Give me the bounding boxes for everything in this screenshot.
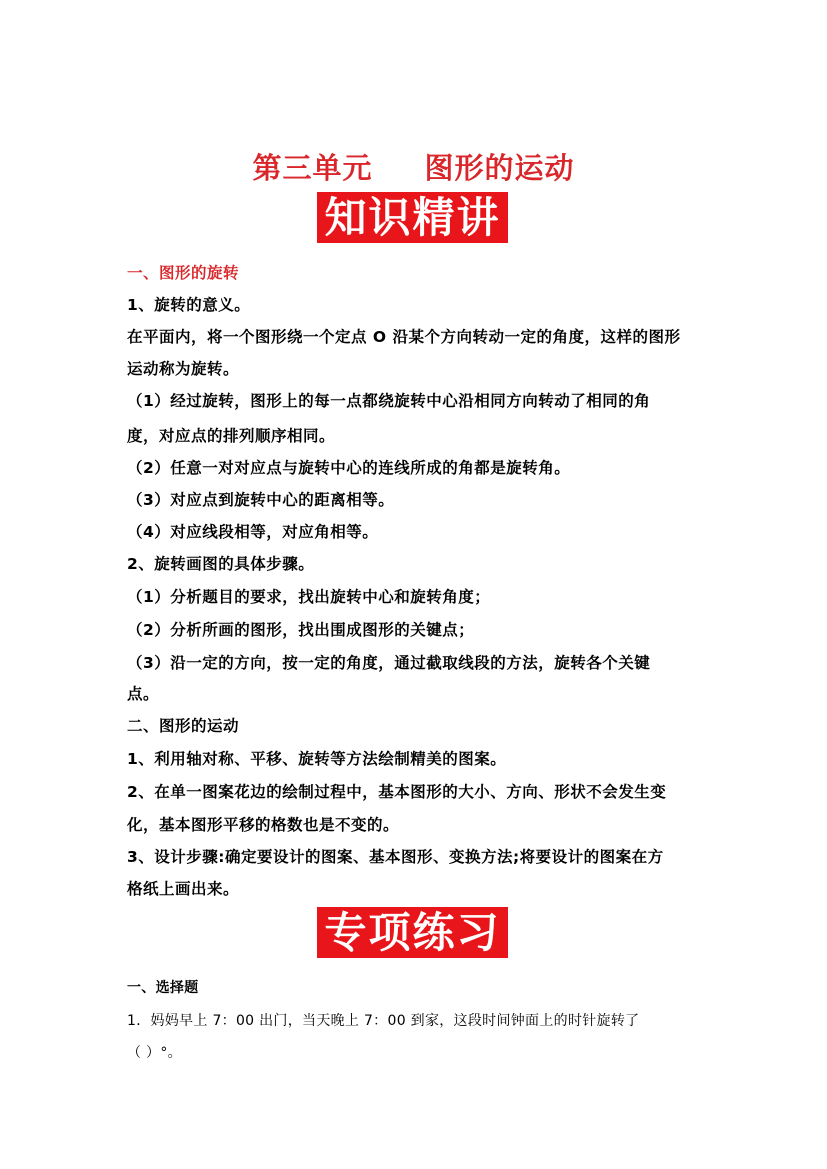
knowledge-banner: 知识精讲 bbox=[317, 192, 508, 243]
text-line: 1、利用轴对称、平移、旋转等方法绘制精美的图案。 bbox=[127, 750, 507, 768]
text-line: （3）沿一定的方向，按一定的角度，通过截取线段的方法，旋转各个关键 bbox=[127, 654, 651, 672]
text-line: 运动称为旋转。 bbox=[127, 360, 240, 378]
text-line: （2）任意一对对应点与旋转中心的连线所成的角都是旋转角。 bbox=[127, 459, 571, 477]
text-line: 在平面内，将一个图形绕一个定点 O 沿某个方向转动一定的角度，这样的图形 bbox=[127, 328, 681, 346]
text-line: （3）对应点到旋转中心的距离相等。 bbox=[127, 491, 395, 509]
text-line: 点。 bbox=[127, 685, 160, 703]
title-unit: 第三单元 bbox=[252, 151, 373, 185]
text-line: 2、旋转画图的具体步骤。 bbox=[127, 555, 315, 573]
text-line: （4）对应线段相等，对应角相等。 bbox=[127, 523, 379, 541]
text-line: （1）分析题目的要求，找出旋转中心和旋转角度； bbox=[127, 588, 491, 606]
section-heading-motion: 二、图形的运动 bbox=[127, 717, 240, 735]
title-topic: 图形的运动 bbox=[424, 151, 575, 185]
question-1-text: 1．妈妈早上 7：00 出门，当天晚上 7：00 到家，这段时间钟面上的时针旋转了 bbox=[127, 1013, 640, 1029]
text-line: 3、设计步骤:确定要设计的图案、基本图形、变换方法;将要设计的图案在方 bbox=[127, 848, 664, 866]
text-line: 度，对应点的排列顺序相同。 bbox=[127, 427, 336, 445]
text-line: 2、在单一图案花边的绘制过程中，基本图形的大小、方向、形状不会发生变 bbox=[127, 783, 667, 801]
section-heading-rotation: 一、图形的旋转 bbox=[127, 264, 240, 282]
text-line: 化，基本图形平移的格数也是不变的。 bbox=[127, 816, 400, 834]
text-line: 格纸上画出来。 bbox=[127, 880, 240, 898]
exercise-section-heading: 一、选择题 bbox=[127, 980, 199, 996]
text-line: （1）经过旋转，图形上的每一点都绕旋转中心沿相同方向转动了相同的角 bbox=[127, 392, 651, 410]
text-line: （2）分析所画的图形，找出围成图形的关键点； bbox=[127, 621, 475, 639]
page-title bbox=[0, 146, 827, 187]
text-line: 1、旋转的意义。 bbox=[127, 296, 251, 314]
question-1-answer-blank: （ ）°。 bbox=[127, 1045, 182, 1061]
practice-banner: 专项练习 bbox=[317, 907, 508, 958]
